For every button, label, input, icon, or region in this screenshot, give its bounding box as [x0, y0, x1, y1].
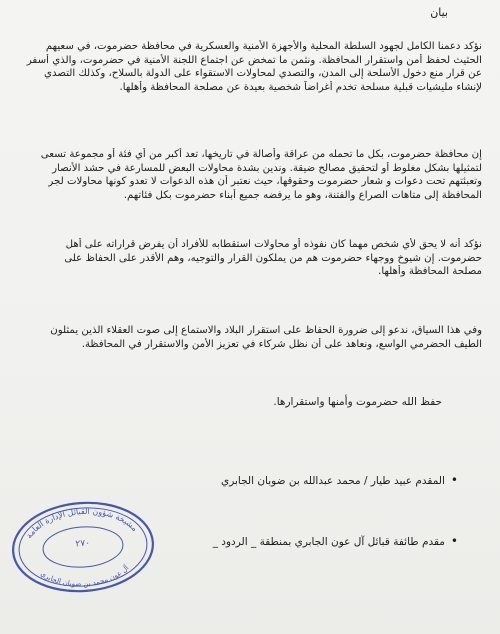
paragraph-4 — [22, 324, 482, 351]
paragraph-line: وفي هذا السياق، ندعو إلى ضرورة الحفاظ على استقرار البلاد والاستماع إلى صوت العقلاء الذين يمثلون — [50, 325, 482, 336]
paragraph-line: إن محافظة حضرموت، بكل ما تحمله من عراقة وأصالة في تاريخها، تعد أكبر من أي فئة أو مجموعة تسعى — [40, 149, 482, 160]
official-stamp-icon — [8, 498, 158, 596]
paragraph-3 — [22, 238, 482, 279]
bullet-icon: • — [450, 473, 458, 487]
closing-line: حفظ الله حضرموت وأمنها واستقرارها. — [273, 396, 442, 408]
document-title: بيان — [430, 6, 448, 19]
paragraph-1 — [22, 40, 482, 94]
signatory-title: مقدم طائفة قبائل آل عون الجابري بمنطقة _ الردود _ — [212, 536, 445, 548]
signatory-1 — [221, 473, 458, 487]
stamp-number: ٢٧٠ — [75, 538, 91, 550]
paragraph-line: مصلحة المحافظة وأهلها. — [378, 266, 482, 278]
bullet-icon: • — [450, 534, 458, 548]
signatory-2 — [213, 534, 458, 548]
paragraph-2 — [22, 148, 482, 202]
stamp-outer-text: مشيخة شؤون القبائل الإدارة العامة — [24, 506, 140, 541]
paragraph-line: لتمثيلها بشكل مغلوط أو لتحقيق مصالح ضيقة. وندين بشدة محاولات البعض للمسارعة في حشد الأنصار — [52, 162, 482, 174]
stamp-inner-text: آل عون محمد بن ضوبان الجابري — [39, 564, 131, 589]
paragraph-line: حضرموت. إن شيوخ ووجهاء حضرموت هم من يملكون القرار والتوجيه، وهم الأقدر على الحفاظ على — [64, 252, 482, 264]
paragraph-line: المحافظة إلى متاهات الصراع والفتنة، وهو ما يرفضه جميع أبناء حضرموت بكل فئاتهم. — [123, 189, 482, 201]
paragraph-line: لإنشاء مليشيات قبلية مسلحة تخدم أغراضاً شخصية بعيدة عن مصلحة المحافظة وأهلها. — [119, 81, 482, 93]
paragraph-line: الحثيث لحفظ أمن واستقرار المحافظة. ونثمن ما تمخض عن اجتماع اللجنة الأمنية في حضرموت، والذي أسفر — [26, 54, 482, 66]
paragraph-line: نؤكد دعمنا الكامل لجهود السلطة المحلية والأجهزة الأمنية والعسكرية في محافظة حضرموت، في سعيهم — [45, 41, 482, 52]
paragraph-line: وتعبئتهم تحت دعوات و شعار حضرموت وحقوقها، حيث نعتبر أن هذه الدعوات لا تعدو كونها محاولات لجر — [48, 176, 482, 188]
paragraph-line: عن قرار منع دخول الأسلحة إلى المدن، والتصدي لمحاولات الاستقواء على الدولة بالسلاح، وكذلك التصدي — [44, 68, 482, 80]
paragraph-line: الطيف الحضرمي الواسع، ونعاهد على أن نظل شركاء في تعزيز الأمن والاستقرار في المحافظة. — [81, 338, 482, 350]
paragraph-line: نؤكد أنه لا يحق لأي شخص مهما كان نفوذه أو محاولات استقطابه للأفراد أن يفرض قراراته على أهل — [65, 239, 482, 250]
signatory-name: المقدم عبيد طيار / محمد عبدالله بن ضوبان الجابري — [220, 475, 445, 487]
